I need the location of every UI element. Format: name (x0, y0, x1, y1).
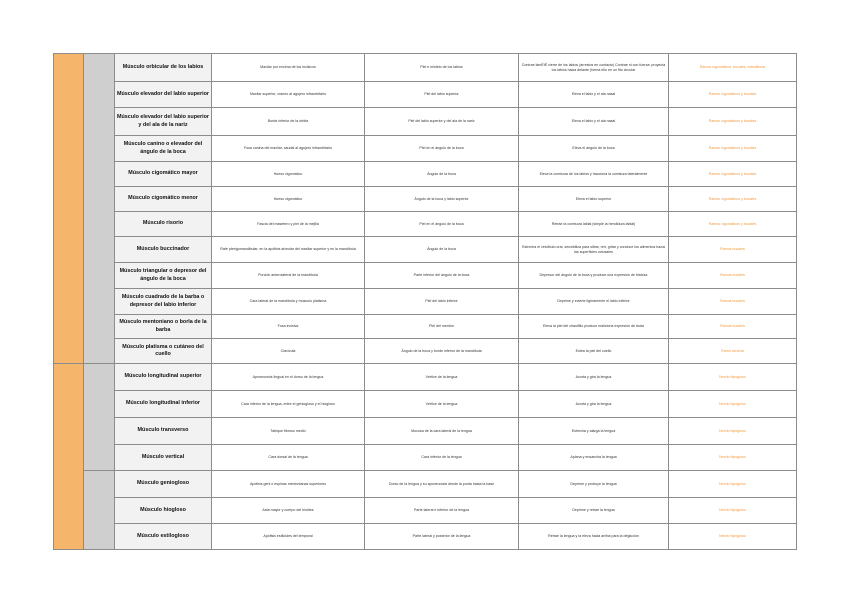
action-cell: Estrecha el vestíbulo oral, sensibiliza para silbar, reír, gritar y conduce los alimentos hacia las superficies oclusales (519, 237, 669, 263)
origin-cell: Cara inferior de la lengua, entre el geniogloso y el hiogloso (212, 391, 365, 418)
origin-cell: Asta mayor y cuerpo del hioides (212, 498, 365, 524)
table-row (54, 237, 797, 263)
origin-cell: Maxilar superior, craneo al agujero infraorbitario (212, 82, 365, 108)
action-cell: Deprime y retrae la lengua (519, 498, 669, 524)
insertion-cell: Cara inferior de la lengua (365, 445, 519, 471)
table-row (54, 364, 797, 391)
muscle-name: Músculo geniogloso (115, 471, 212, 498)
insertion-cell: Ángulo de la boca y labio superior (365, 187, 519, 212)
innervation-cell: Nervio hipogloso (669, 364, 797, 391)
action-cell: Acorta y gira la lengua (519, 391, 669, 418)
table-row (54, 471, 797, 498)
muscles-table (53, 53, 797, 550)
table-row (54, 82, 797, 108)
origin-cell: Tabique fibroso medio (212, 418, 365, 445)
action-cell: Eleva el ángulo de la boca (519, 136, 669, 162)
insertion-cell: Mucosa de la cara lateral de la lengua (365, 418, 519, 445)
origin-cell: Fosa canina del maxilar, caudal al agujero infraorbitario (212, 136, 365, 162)
innervation-cell: Ramos cigomáticos y bucales (669, 136, 797, 162)
insertion-cell: Piel e mistelo de los labios (365, 54, 519, 82)
origin-cell: Borde inferior de la órbita (212, 108, 365, 136)
action-cell: Retrae la comisura labial (simple la hendidura labial) (519, 212, 669, 237)
origin-cell: Maxilar por encima de los incisivos (212, 54, 365, 82)
table-row (54, 445, 797, 471)
insertion-cell: Parte lateral e inferior de la lengua (365, 498, 519, 524)
table-row (54, 108, 797, 136)
table-row (54, 54, 797, 82)
insertion-cell: Vértice de la lengua (365, 364, 519, 391)
innervation-cell: Ramos cigomáticos y bucales (669, 212, 797, 237)
table-row (54, 418, 797, 445)
muscle-name: Músculo risorio (115, 212, 212, 237)
innervation-cell: Ramos bucales (669, 263, 797, 289)
insertion-cell: Piel en el ángulo de la boca (365, 136, 519, 162)
table-row (54, 391, 797, 418)
nerve-band (54, 54, 84, 364)
muscle-name: Músculo mentoniano o borla de la barba (115, 315, 212, 339)
origin-cell: Porción anterolateral de la mandíbula (212, 263, 365, 289)
table-row (54, 187, 797, 212)
table-row (54, 289, 797, 315)
muscle-name: Músculo orbicular de los labios (115, 54, 212, 82)
table-row (54, 524, 797, 550)
origin-cell: Cara lateral de la mandíbula y músculo platisma (212, 289, 365, 315)
muscle-name: Músculo canino o elevador del ángulo de la boca (115, 136, 212, 162)
action-cell: Depresor del ángulo de la boca y produce una expresión de tristeza (519, 263, 669, 289)
insertion-cell: Piel del labio superior (365, 82, 519, 108)
muscle-name: Músculo estilogloso (115, 524, 212, 550)
innervation-cell: Ramos cigomáticos y bucales (669, 162, 797, 187)
action-cell: Eleva la comisura de los labios y tracciona la comisura lateralmente (519, 162, 669, 187)
origin-cell: Hueso cigomático (212, 162, 365, 187)
insertion-cell: Ángulo de la boca y borde inferior de la mandíbula (365, 339, 519, 364)
origin-cell: Clavícula (212, 339, 365, 364)
muscle-name: Músculo transverso (115, 418, 212, 445)
insertion-cell: Piel del mentón (365, 315, 519, 339)
origin-cell: Cara dorsal de la lengua (212, 445, 365, 471)
action-cell: Eleva el labio y el ala nasal (519, 82, 669, 108)
insertion-cell: Vértice de la lengua (365, 391, 519, 418)
insertion-cell: Piel del labio inferior (365, 289, 519, 315)
action-cell: Estira la piel del cuello (519, 339, 669, 364)
muscle-name: Músculo cuadrado de la barba o depresor del labio inferior (115, 289, 212, 315)
innervation-cell: Nervio hipogloso (669, 445, 797, 471)
muscle-name: Músculo cigomático mayor (115, 162, 212, 187)
origin-cell: Aponeurosis lingual en el dorso de la lengua (212, 364, 365, 391)
muscle-name: Músculo elevador del labio superior (115, 82, 212, 108)
action-cell: Retrae la lengua y la eleva hacia arriba para la deglución (519, 524, 669, 550)
origin-cell: Fascia del masetero y piel de la mejilla (212, 212, 365, 237)
action-cell: Deprime y evierte ligeramente el labio inferior (519, 289, 669, 315)
insertion-cell: Piel del labio superior y del ala de la nariz (365, 108, 519, 136)
table-row (54, 162, 797, 187)
innervation-cell: Ramos bucales (669, 315, 797, 339)
table-row (54, 315, 797, 339)
action-cell: Contrae lámÉtÉ cierre de los labios (arrestos en contacto) Contrae ni con fuerza: proyecta los labios hacia delante (forma ello en un fito circular (519, 54, 669, 82)
insertion-cell: Ángulo de la boca (365, 237, 519, 263)
origin-cell: Fosa incisiva (212, 315, 365, 339)
nerve-band (54, 364, 84, 550)
action-cell: Aplana y ensancha la lengua (519, 445, 669, 471)
table-row (54, 498, 797, 524)
muscle-name: Músculo cigomático menor (115, 187, 212, 212)
origin-cell: Apófisis estiloides del temporal (212, 524, 365, 550)
insertion-cell: Parte lateral y posterior de la lengua (365, 524, 519, 550)
innervation-cell: Nervio hipogloso (669, 391, 797, 418)
innervation-cell: Ramos cigomáticos, bucales, mandibular (669, 54, 797, 82)
muscle-name: Músculo platisma o cutáneo del cuello (115, 339, 212, 364)
action-cell: Estrecha y alarga la lengua (519, 418, 669, 445)
muscle-name: Músculo vertical (115, 445, 212, 471)
innervation-cell: Ramos cigomáticos y bucales (669, 108, 797, 136)
innervation-cell: Nervio hipogloso (669, 524, 797, 550)
innervation-cell: Ramos bucales (669, 237, 797, 263)
innervation-cell: Nervio hipogloso (669, 418, 797, 445)
insertion-cell: Piel en el ángulo de la boca (365, 212, 519, 237)
innervation-cell: Ramos cigomáticos y bucales (669, 82, 797, 108)
action-cell: Deprime y protruye la lengua (519, 471, 669, 498)
action-cell: Eleva el labio superior (519, 187, 669, 212)
table-row (54, 136, 797, 162)
action-cell: Eleva el labio y el ala nasal (519, 108, 669, 136)
group-band (84, 364, 115, 471)
table-row (54, 263, 797, 289)
muscle-name: Músculo longitudinal inferior (115, 391, 212, 418)
origin-cell: Apófisis geni o espinas mentonianas superiores (212, 471, 365, 498)
muscle-name: Músculo longitudinal superior (115, 364, 212, 391)
group-band (84, 54, 115, 364)
table-row (54, 339, 797, 364)
origin-cell: Hueso cigomático (212, 187, 365, 212)
innervation-cell: Ramos cigomáticos y bucales (669, 187, 797, 212)
origin-cell: Rafe pterigomandibular, en la apófisis alveolar del maxilar superior y en la mandíbula (212, 237, 365, 263)
action-cell: Acorta y gira la lengua (519, 364, 669, 391)
insertion-cell: Parte inferior del ángulo de la boca (365, 263, 519, 289)
muscle-name: Músculo buccinador (115, 237, 212, 263)
table-row (54, 212, 797, 237)
group-band (84, 471, 115, 550)
insertion-cell: Ángulo de la boca (365, 162, 519, 187)
innervation-cell: Ramos bucales (669, 289, 797, 315)
muscle-name: Músculo hiogloso (115, 498, 212, 524)
innervation-cell: Nervio hipogloso (669, 471, 797, 498)
insertion-cell: Dorso de la lengua y su aponeurosis desde la punta hasta la base (365, 471, 519, 498)
action-cell: Eleva la piel del chaultillo produce malicioria expresión de duda (519, 315, 669, 339)
muscle-name: Músculo triangular o depresor del ángulo de la boca (115, 263, 212, 289)
innervation-cell: Nervio hipogloso (669, 498, 797, 524)
muscle-name: Músculo elevador del labio superior y del ala de la nariz (115, 108, 212, 136)
innervation-cell: Ramo cervical (669, 339, 797, 364)
